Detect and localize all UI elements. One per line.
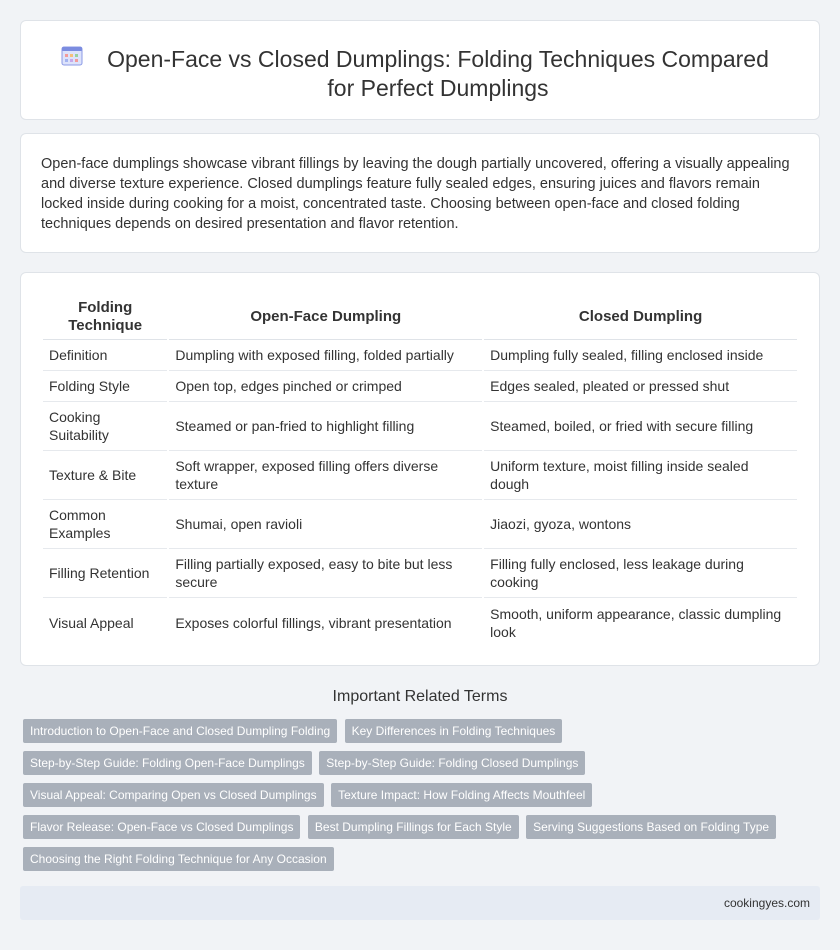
related-term-link[interactable]: Serving Suggestions Based on Folding Type [526,815,776,839]
footer-site-name[interactable]: cookingyes.com [723,896,810,910]
row-label: Cooking Suitability [43,402,167,451]
table-header-row [43,293,797,340]
header-card [20,20,820,120]
header-folding-technique: Folding Technique [43,293,167,340]
related-term-link[interactable]: Step-by-Step Guide: Folding Closed Dumplings [319,751,585,775]
open-face-cell: Filling partially exposed, easy to bite but less secure [169,549,482,598]
intro-paragraph: Open-face dumplings showcase vibrant fillings by leaving the dough partially uncovered, offering a visually appealing and diverse texture experience. Closed dumplings feature fully sealed edges, ensuring juices and flavors remain locked inside during cooking for a moist, concentrated taste. Choosing between open-face and closed folding techniques depends on desired presentation and flavor retention. [41,156,790,232]
closed-cell: Steamed, boiled, or fried with secure filling [484,402,797,451]
table-row [43,549,797,598]
closed-cell: Uniform texture, moist filling inside sealed dough [484,451,797,500]
comparison-table-card [20,272,820,666]
related-term-link[interactable]: Key Differences in Folding Techniques [345,719,563,743]
comparison-table [41,293,799,647]
row-label: Filling Retention [43,549,167,598]
open-face-cell: Exposes colorful fillings, vibrant presentation [175,614,452,631]
related-term-link[interactable]: Step-by-Step Guide: Folding Open-Face Dumplings [23,751,312,775]
open-face-cell: Soft wrapper, exposed filling offers diverse texture [169,451,482,500]
closed-cell: Filling fully enclosed, less leakage during cooking [484,549,797,598]
open-face-cell: Dumpling with exposed filling, folded partially [169,340,482,371]
table-row [43,402,797,451]
open-face-cell: Shumai, open ravioli [169,500,482,549]
table-row [43,500,797,549]
intro-card [20,133,820,253]
table-row [43,598,797,647]
footer [20,886,820,920]
related-term-link[interactable]: Visual Appeal: Comparing Open vs Closed Dumplings [23,783,324,807]
closed-cell: Dumpling fully sealed, filling enclosed inside [484,340,797,371]
table-row [43,340,797,371]
related-terms-list [23,719,813,879]
page-title: Open-Face vs Closed Dumplings: Folding Techniques Compared for Perfect Dumplings [107,46,769,101]
open-face-cell: Open top, edges pinched or crimped [169,371,482,402]
row-label: Visual Appeal [49,614,134,631]
table-row [43,451,797,500]
header-open-face: Open-Face Dumpling [169,293,482,340]
row-label: Texture & Bite [43,451,167,500]
related-terms-heading: Important Related Terms [332,688,508,705]
row-label: Common Examples [43,500,167,549]
related-term-link[interactable]: Flavor Release: Open-Face vs Closed Dumplings [23,815,300,839]
related-term-link[interactable]: Introduction to Open-Face and Closed Dumpling Folding [23,719,337,743]
row-label: Definition [43,340,167,371]
header-closed: Closed Dumpling [484,293,797,340]
closed-cell: Smooth, uniform appearance, classic dumpling look [490,605,782,640]
related-term-link[interactable]: Best Dumpling Fillings for Each Style [308,815,519,839]
related-term-link[interactable]: Texture Impact: How Folding Affects Mouthfeel [331,783,592,807]
open-face-cell: Steamed or pan-fried to highlight filling [169,402,482,451]
closed-cell: Jiaozi, gyoza, wontons [484,500,797,549]
table-row [43,371,797,402]
related-term-link[interactable]: Choosing the Right Folding Technique for Any Occasion [23,847,334,871]
closed-cell: Edges sealed, pleated or pressed shut [484,371,797,402]
row-label: Folding Style [43,371,167,402]
